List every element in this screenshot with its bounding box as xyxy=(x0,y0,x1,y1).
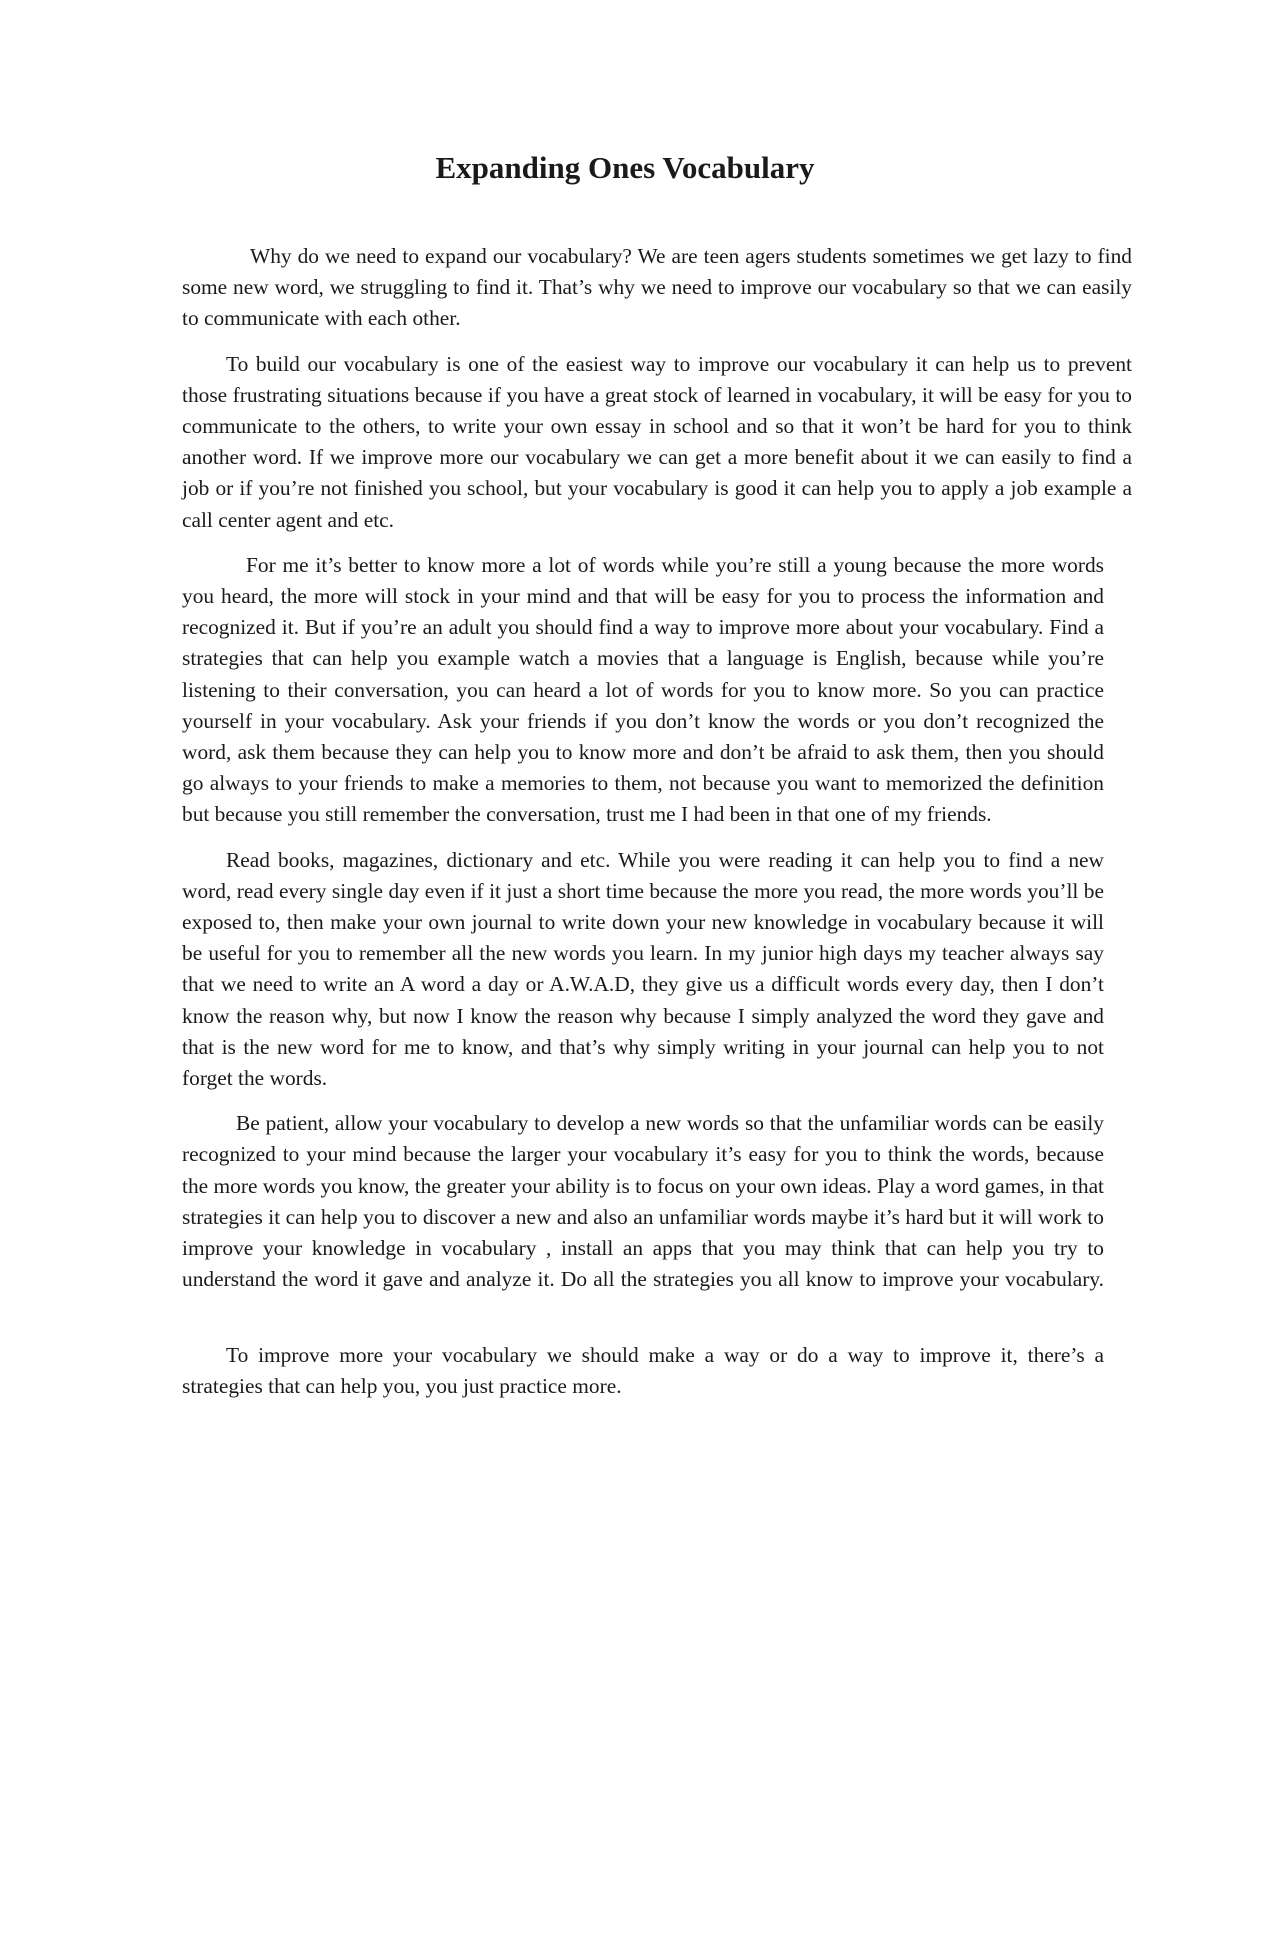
paragraph-4: Read books, magazines, dictionary and etc. While you were reading it can help you to find a new word, read every single day even if it just a short time because the more you read, the more words you’ll be exposed to, then make your own journal to write down your new knowledge in vocabulary because it will be useful for you to remember all the new words you learn. In my junior high days my teacher always say that we need to write an A word a day or A.W.A.D, they give us a difficult words every day, then I don’t know the reason why, but now I know the reason why because I simply analyzed the word they gave and that is the new word for me to know, and that’s why simply writing in your journal can help you to not forget the words. xyxy=(182,847,1104,1091)
paragraph-1: Why do we need to expand our vocabulary? We are teen agers students sometimes we get lazy to find some new word, we struggling to find it. That’s why we need to improve our vocabulary so that we can easily to communicate with each other. xyxy=(182,244,1132,331)
paragraph-2: To build our vocabulary is one of the easiest way to improve our vocabulary it can help us to prevent those frustrating situations because if you have a great stock of learned in vocabulary, it will be easy for you to communicate to the others, to write your own essay in school and so that it won’t be hard for you to think another word. If we improve more our vocabulary we can get a more benefit about it we can easily to find a job or if you’re not finished you school, but your vocabulary is good it can help you to apply a job example a call center agent and etc. xyxy=(182,351,1132,532)
document-title: Expanding Ones Vocabulary xyxy=(435,150,815,185)
paragraph-3: For me it’s better to know more a lot of words while you’re still a young because the more words you heard, the more will stock in your mind and that will be easy for you to process the information and recognized it. But if you’re an adult you should find a way to improve more about your vocabulary. Find a strategies that can help you example watch a movies that a language is English, because while you’re listening to their conversation, you can heard a lot of words for you to know more. So you can practice yourself in your vocabulary. Ask your friends if you don’t know the words or you don’t recognized the word, ask them because they can help you to know more and don’t be afraid to ask them, then you should go always to your friends to make a memories to them, not because you want to memorized the definition but because you still remember the conversation, trust me I had been in that one of my friends. xyxy=(182,552,1104,827)
document-body xyxy=(182,241,1132,1416)
paragraph-5: Be patient, allow your vocabulary to develop a new words so that the unfamiliar words can be easily recognized to your mind because the larger your vocabulary it’s easy for you to think the words, because the more words you know, the greater your ability is to focus on your own ideas. Play a word games, in that strategies it can help you to discover a new and also an unfamiliar words maybe it’s hard but it will work to improve your knowledge in vocabulary , install an apps that you may think that can help you try to understand the word it gave and analyze it. Do all the strategies you all know to improve your vocabulary. xyxy=(182,1111,1104,1292)
paragraph-6: To improve more your vocabulary we should make a way or do a way to improve it, there’s a strategies that can help you, you just practice more. xyxy=(182,1342,1104,1398)
